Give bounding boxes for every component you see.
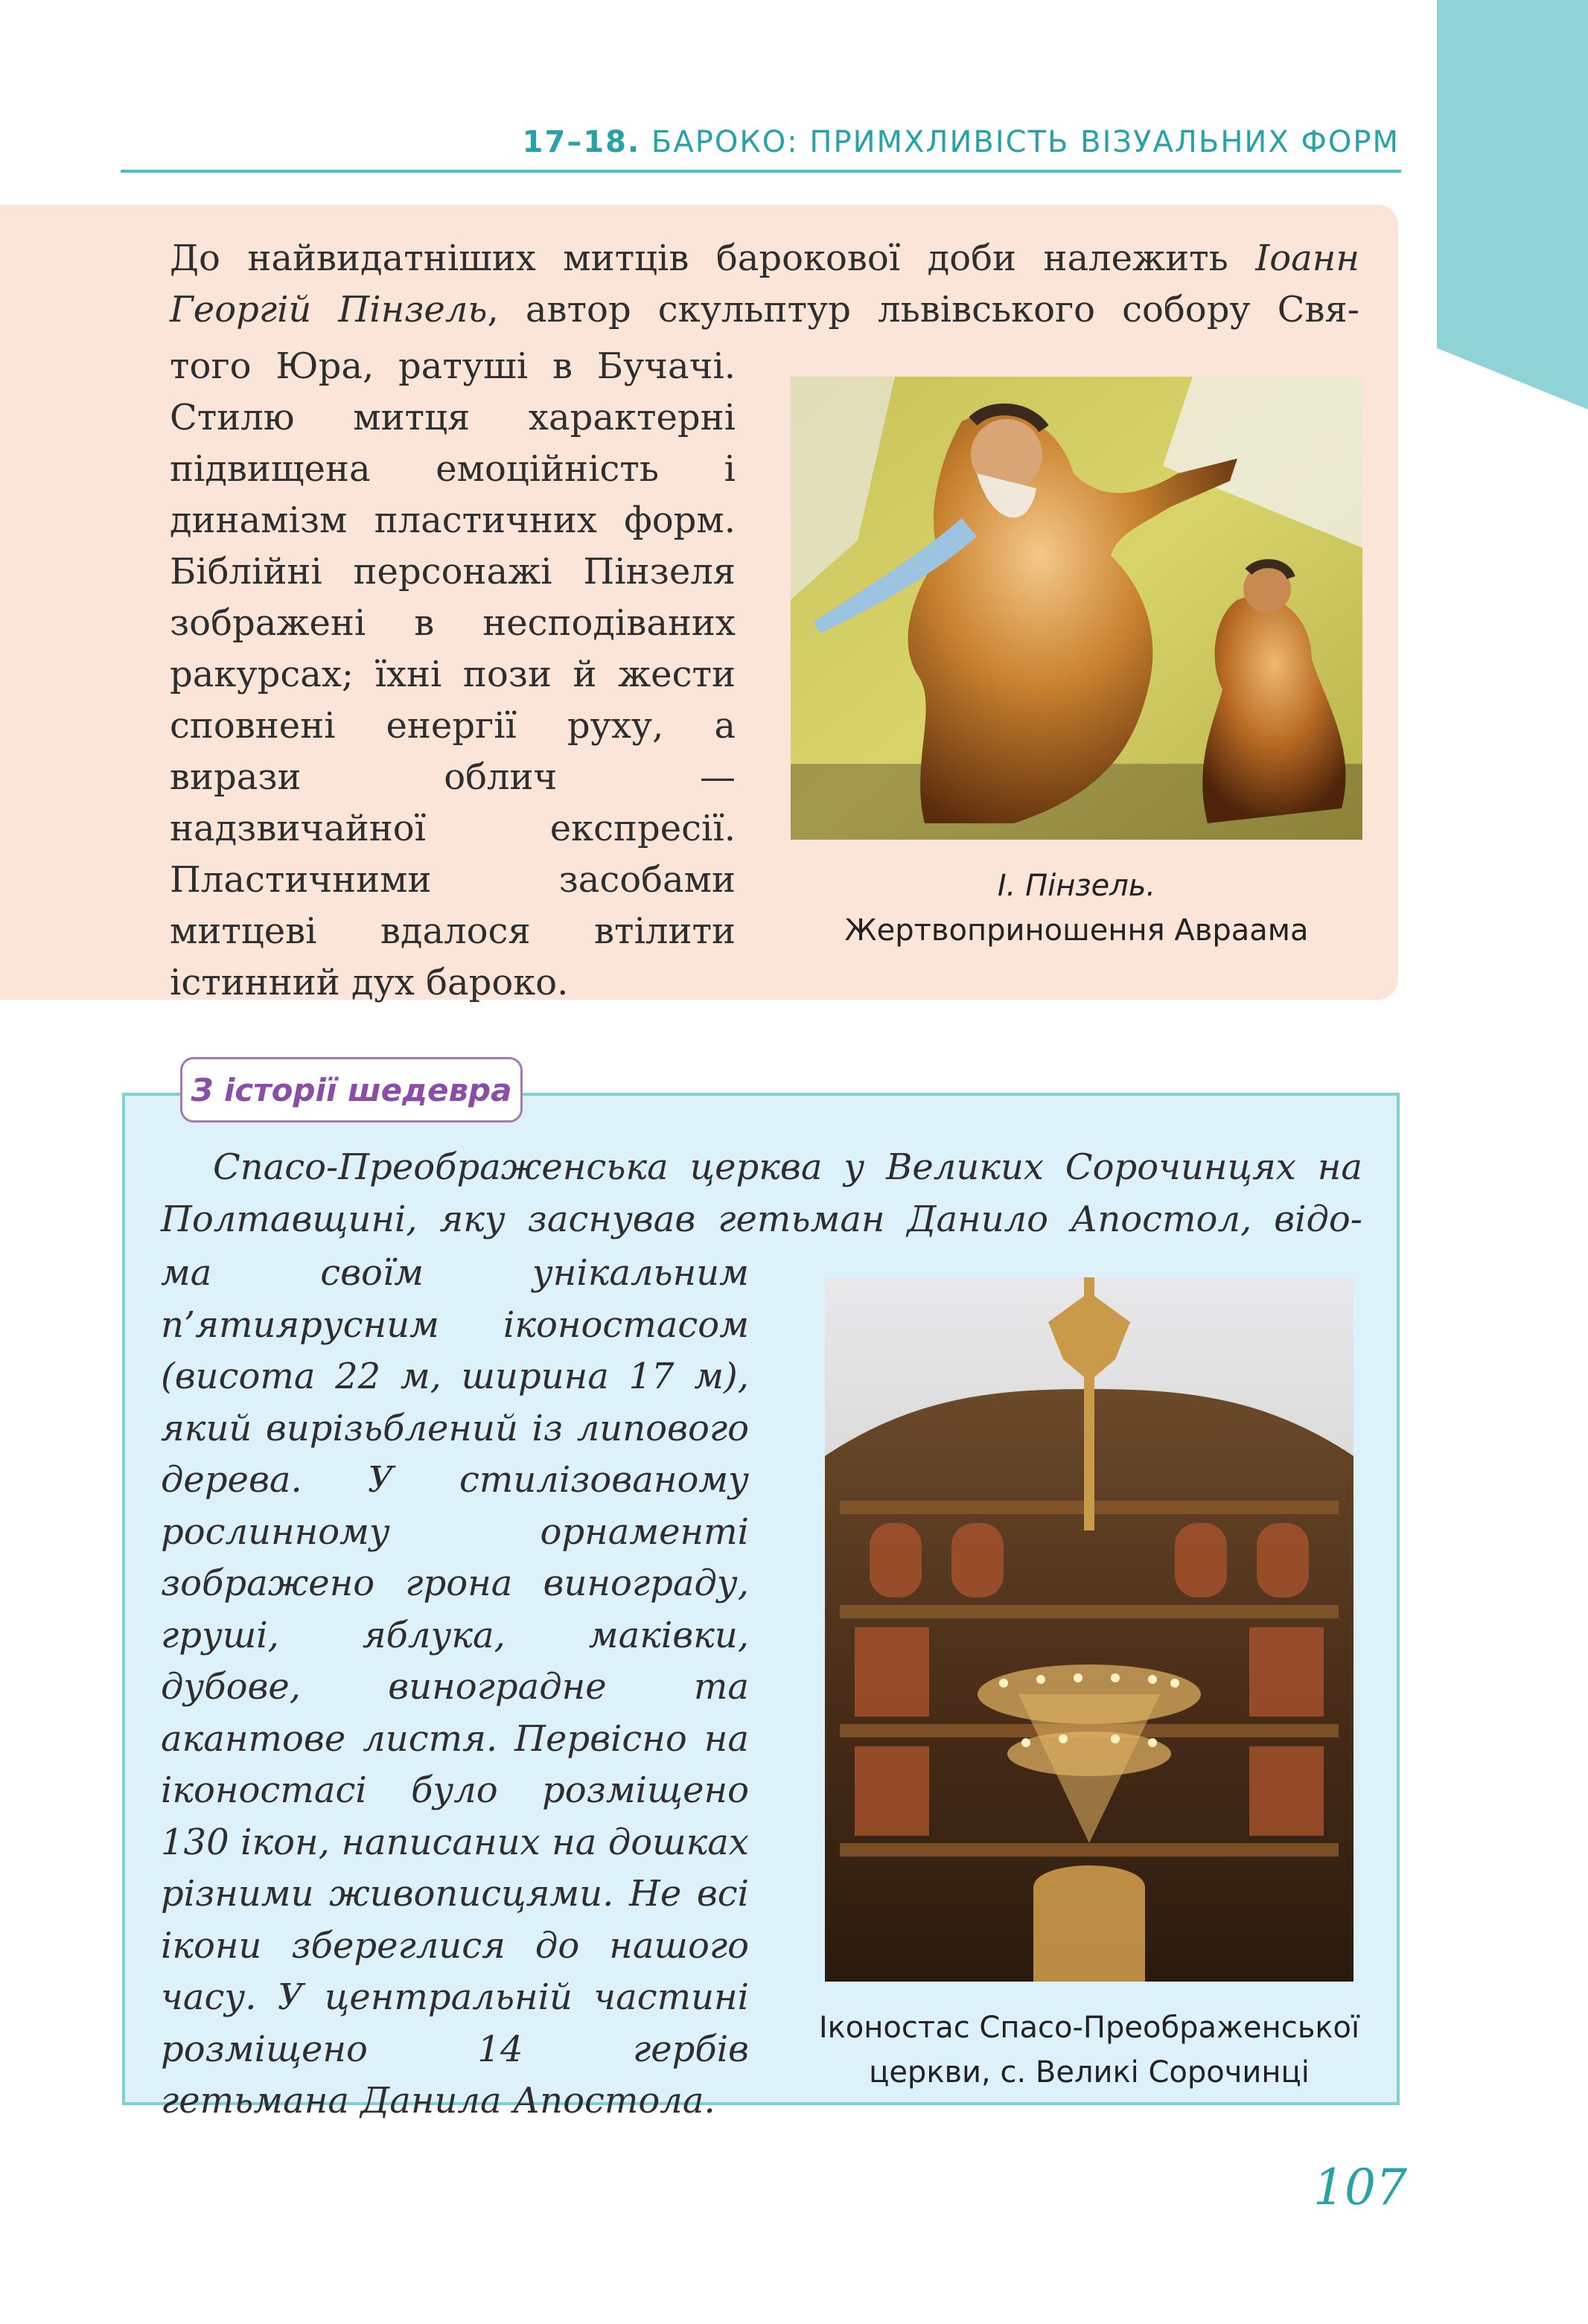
pinzel-photo-caption	[791, 863, 1362, 953]
caption-line-2: церкви, с. Великі Сорочинці	[869, 2055, 1310, 2090]
intro-text-start: До найвидатніших митців барокової доби належить	[170, 237, 1256, 279]
caption-line-1: Іконостас Спасо-Преображенської	[818, 2011, 1360, 2045]
intro-text-end: , автор скульптур львівського собору Свя-	[487, 289, 1359, 331]
chapter-header	[439, 125, 1400, 159]
caption-author: І. Пінзель.	[997, 869, 1156, 903]
page-number: 107	[1313, 2159, 1407, 2216]
chapter-title: БАРОКО: ПРИМХЛИВІСТЬ ВІЗУАЛЬНИХ ФОРМ	[651, 125, 1400, 159]
header-divider	[121, 170, 1401, 173]
story-section-label: З історії шедевра	[180, 1057, 523, 1123]
iconostasis-photo-caption	[804, 2005, 1374, 2095]
pinzel-sculpture-photo	[791, 377, 1362, 840]
artist-name: Іоанн Георгій Пінзель	[170, 237, 1359, 331]
iconostasis-photo	[825, 1277, 1353, 1982]
caption-title: Жертвоприношення Авраама	[844, 913, 1309, 948]
story-intro-paragraph: Спасо-Преображенська церква у Великих Сорочинцях на Полтавщині, яку заснував гетьман Данило Апостол, відо-	[161, 1146, 1362, 1240]
pinzel-intro-paragraph	[170, 233, 1359, 336]
chapter-corner-tab	[1437, 0, 1588, 409]
story-description: ма своїм унікальним п’ятиярусним іконостасом (висота 22 м, ширина 17 м), який вирізьблений із липового дерева. У стилізованому рослинному орнаменті зображено грона винограду, груші, яблука, маківки, дубове, виноградне та акантове листя. Первісно на іконостасі було розміщено 130 ікон, написаних на дошках різними живописцями. Не всі ікони збереглися до нашого часу. У центральній частині розміщено 14 гербів гетьмана Данила Апостола.	[161, 1252, 749, 2122]
pinzel-description: того Юра, ратуші в Бучачі. Стилю митця характерні підвищена емоційність і динамізм пластичних форм. Біблійні персонажі Пінзеля зображені в несподіваних ракурсах; їхні пози й жести сповнені енергії руху, а вирази облич — надзвичайної експресії. Пластичними засобами митцеві вдалося втілити істинний дух бароко.	[170, 345, 736, 1003]
chapter-number: 17–18.	[522, 125, 641, 159]
